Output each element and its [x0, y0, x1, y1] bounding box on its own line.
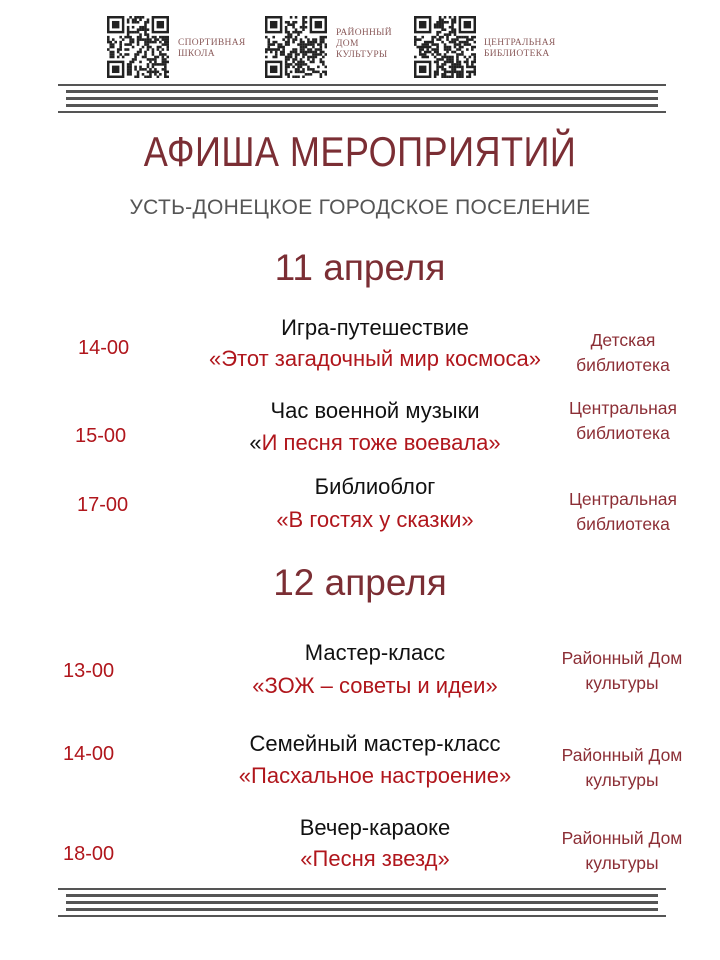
event-name: «Этот загадочный мир космоса» — [208, 346, 542, 371]
event-place-line: библиотека — [576, 355, 670, 375]
event-name: «Пасхальное настроение» — [238, 763, 512, 788]
event-place — [543, 328, 703, 378]
event-type: Вечер-караоке — [299, 815, 451, 840]
event-name: «Песня звезд» — [300, 846, 450, 871]
qr-code-icon — [265, 16, 327, 78]
event-place-line: Центральная — [568, 489, 678, 509]
page-title: АФИША МЕРОПРИЯТИЙ — [143, 128, 577, 175]
qr-label-line: СПОРТИВНАЯ — [178, 38, 246, 48]
qr-code-central-library[interactable] — [414, 16, 476, 78]
qr-label-line: ШКОЛА — [178, 49, 215, 59]
page-subtitle: УСТЬ-ДОНЕЦКОЕ ГОРОДСКОЕ ПОСЕЛЕНИЕ — [129, 196, 591, 219]
event-place — [542, 826, 702, 876]
event-place-line: Районный Дом — [561, 745, 683, 765]
event-type: Мастер-класс — [304, 640, 446, 665]
qr-label-central-library — [484, 38, 556, 60]
event-type: Библиоблог — [314, 474, 436, 499]
bottom-divider — [58, 888, 666, 918]
qr-label-culture-house — [336, 28, 392, 61]
qr-label-line: КУЛЬТУРЫ — [336, 50, 388, 60]
qr-code-culture-house[interactable] — [265, 16, 327, 78]
event-type: Игра-путешествие — [281, 315, 469, 340]
date-heading-12-april: 12 апреля — [273, 562, 447, 603]
event-name: «ЗОЖ – советы и идеи» — [252, 673, 498, 698]
qr-label-sports-school — [178, 38, 246, 60]
event-place — [543, 487, 703, 537]
event-place — [543, 396, 703, 446]
qr-label-line: РАЙОННЫЙ — [336, 28, 392, 38]
event-name-quote: « — [249, 430, 262, 455]
qr-label-line: ДОМ — [336, 39, 359, 49]
event-time: 14-00 — [63, 743, 115, 765]
event-place-line: Детская — [590, 330, 656, 350]
event-time: 13-00 — [63, 660, 115, 682]
event-place-line: Районный Дом — [561, 648, 683, 668]
event-place-line: библиотека — [576, 423, 670, 443]
event-place-line: Районный Дом — [561, 828, 683, 848]
qr-code-icon — [107, 16, 169, 78]
event-time: 18-00 — [63, 843, 115, 865]
event-name — [160, 430, 590, 456]
event-place — [542, 743, 702, 793]
qr-code-sports-school[interactable] — [107, 16, 169, 78]
event-place-line: культуры — [585, 853, 659, 873]
event-time: 17-00 — [77, 494, 129, 516]
event-time: 15-00 — [75, 425, 127, 447]
top-divider — [58, 84, 666, 114]
event-name: «В гостях у сказки» — [276, 507, 474, 532]
date-heading-11-april: 11 апреля — [274, 247, 446, 288]
event-place-line: библиотека — [576, 514, 670, 534]
event-place-line: культуры — [585, 673, 659, 693]
event-type: Семейный мастер-класс — [249, 731, 501, 756]
event-place-line: культуры — [585, 770, 659, 790]
event-name-text: И песня тоже воевала» — [261, 430, 501, 455]
event-type: Час военной музыки — [270, 398, 480, 423]
event-time: 14-00 — [78, 337, 130, 359]
qr-label-line: ЦЕНТРАЛЬНАЯ — [484, 38, 556, 48]
qr-code-icon — [414, 16, 476, 78]
event-place — [542, 646, 702, 696]
event-place-line: Центральная — [568, 398, 678, 418]
qr-label-line: БИБЛИОТЕКА — [484, 49, 550, 59]
